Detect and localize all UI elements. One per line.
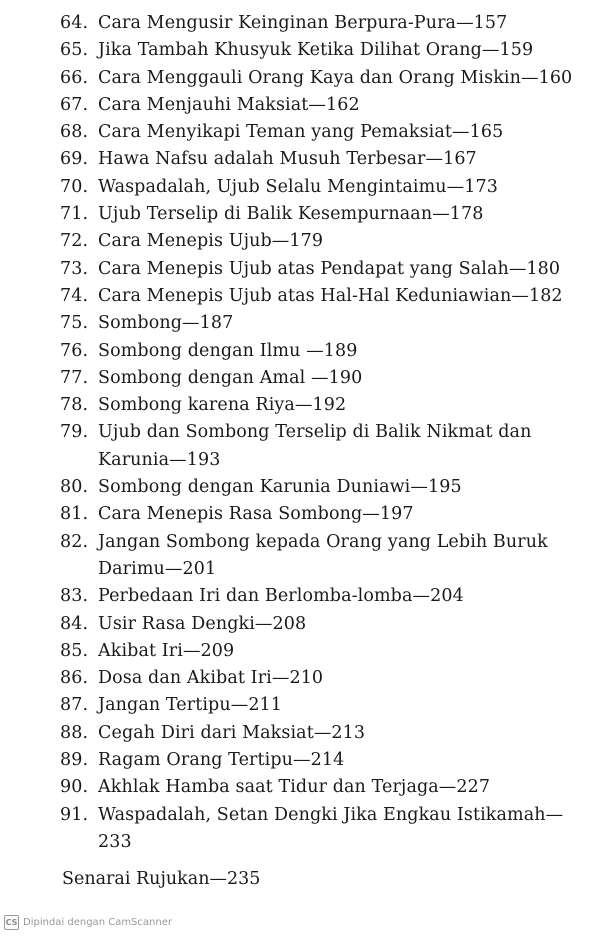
toc-entry-title: Usir Rasa Dengki—208 — [98, 613, 307, 634]
toc-entry — [60, 638, 590, 665]
toc-entry-number: 73. — [60, 258, 89, 279]
toc-entry-title: Ragam Orang Tertipu—214 — [98, 750, 345, 771]
toc-entry — [60, 419, 590, 474]
toc-entry-number: 86. — [60, 668, 89, 689]
toc-entry — [60, 583, 590, 610]
toc-entry-number: 78. — [60, 395, 89, 416]
toc-entry-number: 85. — [60, 640, 89, 661]
toc-entry-number: 90. — [60, 777, 89, 798]
toc-entry-title: Jangan Tertipu—211 — [98, 695, 283, 716]
toc-entry-number: 67. — [60, 94, 89, 115]
toc-entry — [60, 529, 590, 584]
toc-entry — [60, 747, 590, 774]
toc-entry-title: Akibat Iri—209 — [98, 640, 235, 661]
watermark-text: Dipindai dengan CamScanner — [23, 917, 172, 928]
toc-entry-number: 84. — [60, 613, 89, 634]
toc-entry-number: 65. — [60, 40, 89, 61]
toc-entry — [60, 720, 590, 747]
toc-entry-title: Cegah Diri dari Maksiat—213 — [98, 722, 366, 743]
toc-entry-title: Cara Menepis Ujub atas Pendapat yang Salah—180 — [98, 258, 561, 279]
toc-entry-title: Cara Mengusir Keinginan Berpura-Pura—157 — [98, 13, 508, 33]
toc-entry — [60, 338, 590, 365]
toc-entry — [60, 256, 590, 283]
toc-entry — [60, 365, 590, 392]
toc-entry — [60, 665, 590, 692]
toc-entry-number: 64. — [60, 13, 89, 33]
scanner-watermark — [4, 915, 172, 930]
toc-entry-number: 88. — [60, 722, 89, 743]
toc-entry-title: Cara Menepis Rasa Sombong—197 — [98, 504, 414, 525]
toc-entry — [60, 92, 590, 119]
toc-entry — [60, 310, 590, 337]
toc-entry-number: 81. — [60, 504, 89, 525]
toc-entry — [60, 392, 590, 419]
toc-entry-title: Sombong dengan Karunia Duniawi—195 — [98, 477, 462, 498]
toc-entry — [60, 283, 590, 310]
toc-entry-title: Waspadalah, Ujub Selalu Mengintaimu—173 — [98, 176, 498, 197]
toc-entry-title: Sombong—187 — [98, 313, 234, 334]
toc-entry-title: Ujub dan Sombong Terselip di Balik Nikmat dan Karunia—193 — [98, 422, 532, 470]
toc-entry-title: Jangan Sombong kepada Orang yang Lebih Buruk Darimu—201 — [98, 531, 548, 579]
toc-entry-number: 87. — [60, 695, 89, 716]
toc-entry — [60, 174, 590, 201]
toc-entry-title: Dosa dan Akibat Iri—210 — [98, 668, 324, 689]
toc-entry-title: Hawa Nafsu adalah Musuh Terbesar—167 — [98, 149, 477, 170]
toc-entry-title: Cara Menggauli Orang Kaya dan Orang Miskin—160 — [98, 67, 573, 88]
toc-entry — [60, 10, 590, 37]
toc-entry-number: 91. — [60, 804, 89, 825]
table-of-contents — [60, 10, 590, 856]
toc-entry-title: Ujub Terselip di Balik Kesempurnaan—178 — [98, 204, 484, 225]
toc-entry — [60, 692, 590, 719]
toc-entry-title: Sombong karena Riya—192 — [98, 395, 347, 416]
toc-entry — [60, 201, 590, 228]
toc-entry — [60, 774, 590, 801]
toc-entry-title: Akhlak Hamba saat Tidur dan Terjaga—227 — [98, 777, 491, 798]
toc-entry-title: Cara Menepis Ujub—179 — [98, 231, 324, 252]
toc-entry-title: Jika Tambah Khusyuk Ketika Dilihat Orang—159 — [98, 40, 534, 61]
toc-entry-number: 89. — [60, 750, 89, 771]
toc-entry-title: Sombong dengan Amal —190 — [98, 367, 363, 388]
toc-entry — [60, 146, 590, 173]
toc-entry — [60, 474, 590, 501]
toc-entry — [60, 228, 590, 255]
toc-entry — [60, 37, 590, 64]
toc-entry-number: 71. — [60, 204, 89, 225]
toc-entry-number: 74. — [60, 285, 89, 306]
toc-entry-number: 70. — [60, 176, 89, 197]
toc-entry-number: 83. — [60, 586, 89, 607]
toc-entry — [60, 611, 590, 638]
toc-entry-title: Perbedaan Iri dan Berlomba-lomba—204 — [98, 586, 464, 607]
toc-entry-number: 66. — [60, 67, 89, 88]
toc-entry-number: 80. — [60, 477, 89, 498]
toc-entry-number: 69. — [60, 149, 89, 170]
toc-entry — [60, 802, 590, 857]
toc-entry — [60, 119, 590, 146]
toc-entry-title: Waspadalah, Setan Dengki Jika Engkau Istikamah—233 — [98, 804, 564, 852]
toc-entry-number: 79. — [60, 422, 89, 443]
toc-entry-title: Sombong dengan Ilmu —189 — [98, 340, 358, 361]
camscanner-logo-icon: CS — [4, 915, 19, 930]
toc-entry-title: Cara Menjauhi Maksiat—162 — [98, 94, 360, 115]
toc-entry — [60, 65, 590, 92]
toc-entry-title: Cara Menepis Ujub atas Hal-Hal Keduniawian—182 — [98, 285, 563, 306]
toc-entry-references: Senarai Rujukan—235 — [62, 869, 261, 889]
toc-entry-number: 77. — [60, 367, 89, 388]
toc-entry-title: Cara Menyikapi Teman yang Pemaksiat—165 — [98, 122, 504, 143]
toc-entry-number: 75. — [60, 313, 89, 334]
toc-entry-number: 76. — [60, 340, 89, 361]
toc-entry — [60, 501, 590, 528]
toc-entry-number: 82. — [60, 531, 89, 552]
toc-entry-number: 68. — [60, 122, 89, 143]
toc-entry-number: 72. — [60, 231, 89, 252]
